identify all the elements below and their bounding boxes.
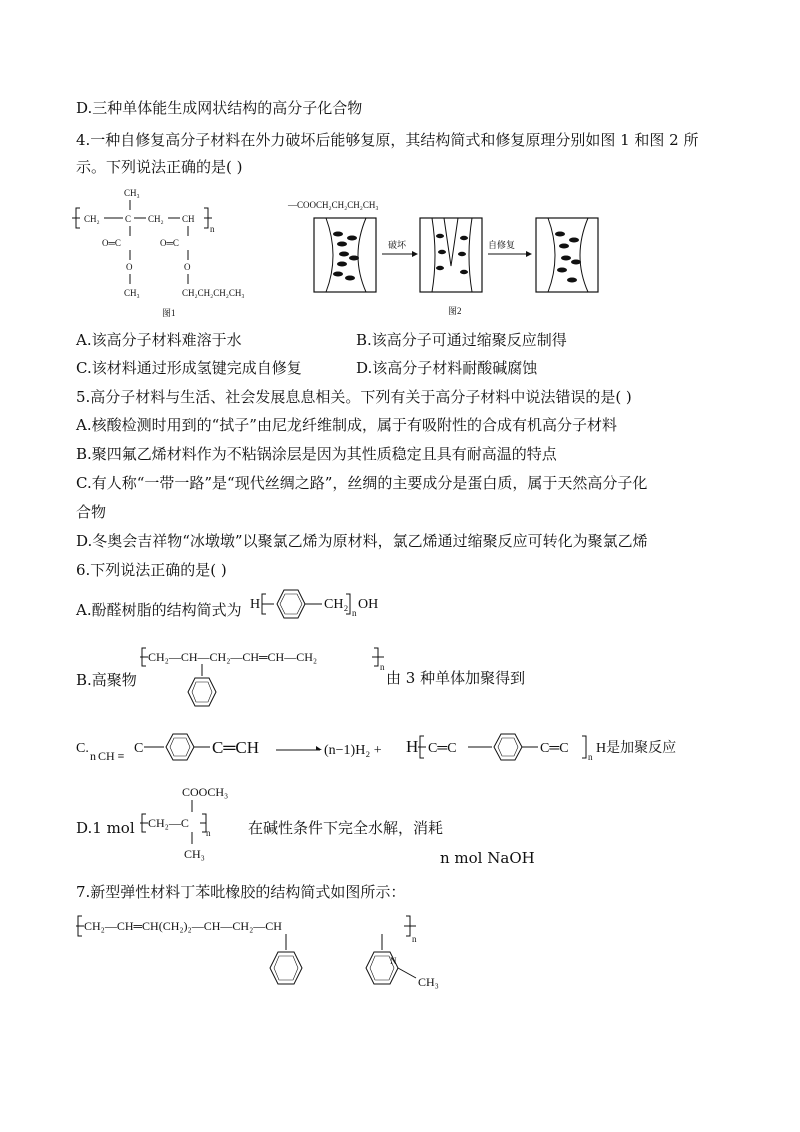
q4-figure2 [288,196,618,320]
q6d-cooch3: COOCH₃ [182,785,229,799]
q7-chain: CH₂—CH═CH(CH₂)₂—CH—CH₂—CH [84,919,282,933]
q6-stem: 6.下列说法正确的是( ) [76,561,227,579]
fig1-ch3-bottom: CH₃ [124,288,140,298]
fig1-chain-c: C [125,214,132,224]
q4-stem-line2: 示。下列说法正确的是( ) [76,158,243,176]
q7-ch3: CH₃ [418,975,439,989]
q6c-suffix: H是加聚反应 [596,741,677,756]
q7-n-atom: N [390,956,397,966]
q7-benzene-ring [270,952,302,984]
q4-option-b: B.该高分子可通过缩聚反应制得 [356,331,567,349]
q6a-h: H [250,597,261,612]
q6c-poly2: C═C [540,741,569,756]
fig1-chain-ch2-mid: CH₂ [148,214,164,224]
fig1-chain-ch: CH [182,214,195,224]
q4-option-c: C.该材料通过形成氢键完成自修复 [76,359,302,377]
fig1-ch3-top: CH₃ [124,188,140,198]
q5-stem: 5.高分子材料与生活、社会发展息息相关。下列有关于高分子材料中说法错误的是( ) [76,388,632,406]
fig2-group-label: —COOCH₂CH₂CH₂CH₃ [288,200,379,210]
q6c-product: (n−1)H₂ + [324,743,382,758]
q5-option-a: A.核酸检测时用到的“拭子”由尼龙纤维制成，属于有吸附性的合成有机高分子材料 [76,416,617,434]
q6c-c: C [134,741,144,756]
fig2-panel-repaired [536,218,598,292]
q5-option-b: B.聚四氟乙烯材料作为不粘锅涂层是因为其性质稳定且具有耐高温的特点 [76,445,557,463]
fig1-caption: 图1 [162,308,176,318]
q6c-label: C. [76,741,89,756]
q6c-n2: n [588,752,593,762]
q7-stem: 7.新型弹性材料丁苯吡橡胶的结构简式如图所示： [76,883,406,901]
fig1-oxygen-left: O [126,262,133,272]
q6c-triple: C═CH [212,738,259,757]
q5-option-c-line1: C.有人称“一带一路”是“现代丝绸之路”，丝绸的主要成分是蛋白质，属于天然高分子化 [76,474,648,492]
q6a-oh: OH [358,597,379,612]
q5-option-d: D.冬奥会吉祥物“冰墩墩”以聚氯乙烯为原材料，氯乙烯通过缩聚反应可转化为聚氯乙烯 [76,532,648,550]
q6d-chain: CH₂—C [148,816,189,830]
q6-option-c-equation [76,726,677,776]
q6d-ch3: CH₃ [184,847,205,861]
q6c-h: H [406,737,419,756]
q4-option-a: A.该高分子材料难溶于水 [76,331,242,349]
q7-formula [76,910,456,1010]
fig1-chain-ch2: CH₂ [84,214,100,224]
q6-option-a-text: A.酚醛树脂的结构简式为 [76,601,242,619]
fig2-arrow-break-label: 破坏 [388,240,407,250]
q6b-chain: CH₂—CH—CH₂—CH═CH—CH₂ [148,650,318,664]
q6-option-d-formula [140,782,260,864]
q6-option-b-text: B.高聚物 [76,671,137,689]
fig2-panel-broken [420,218,482,292]
fig2-caption: 图2 [448,306,462,316]
q4-figure1 [76,180,286,320]
q7-n: n [412,934,417,944]
q5-option-c-line2: 合物 [76,503,107,521]
fig1-oxygen-right: O [184,262,191,272]
q6-option-b-formula [140,644,390,716]
q6c-left: CH ≡ [98,749,125,763]
q6d-n: n [206,828,211,838]
q6c-poly1: C═C [428,741,457,756]
q6a-n: n [352,608,357,618]
q4-stem-line1: 4.一种自修复高分子材料在外力破坏后能够复原，其结构简式和修复原理分别如图 1 和图 2 所 [76,131,699,149]
q6-option-d-suffix: 在碱性条件下完全水解，消耗 [248,819,444,837]
fig1-n: n [210,224,215,234]
q3-option-d: D.三种单体能生成网状结构的高分子化合物 [76,99,363,117]
q6-option-b-suffix: 由 3 种单体加聚得到 [386,669,526,687]
q4-option-d: D.该高分子材料耐酸碱腐蚀 [356,359,538,377]
q6a-ch2: CH₂ [324,597,349,612]
q6c-n: n [90,749,96,763]
fig1-butyl: CH₂CH₂CH₂CH₃ [182,288,245,298]
q6b-n: n [380,662,385,672]
fig2-arrow-repair-label: 自修复 [488,240,516,250]
fig1-carbonyl-left: O═C [102,238,121,248]
q6-option-a-formula [250,584,410,628]
q6-option-d-text: D.1 mol [76,819,135,837]
q6-option-d-tail: n mol NaOH [440,849,535,867]
fig1-carbonyl-right: O═C [160,238,179,248]
